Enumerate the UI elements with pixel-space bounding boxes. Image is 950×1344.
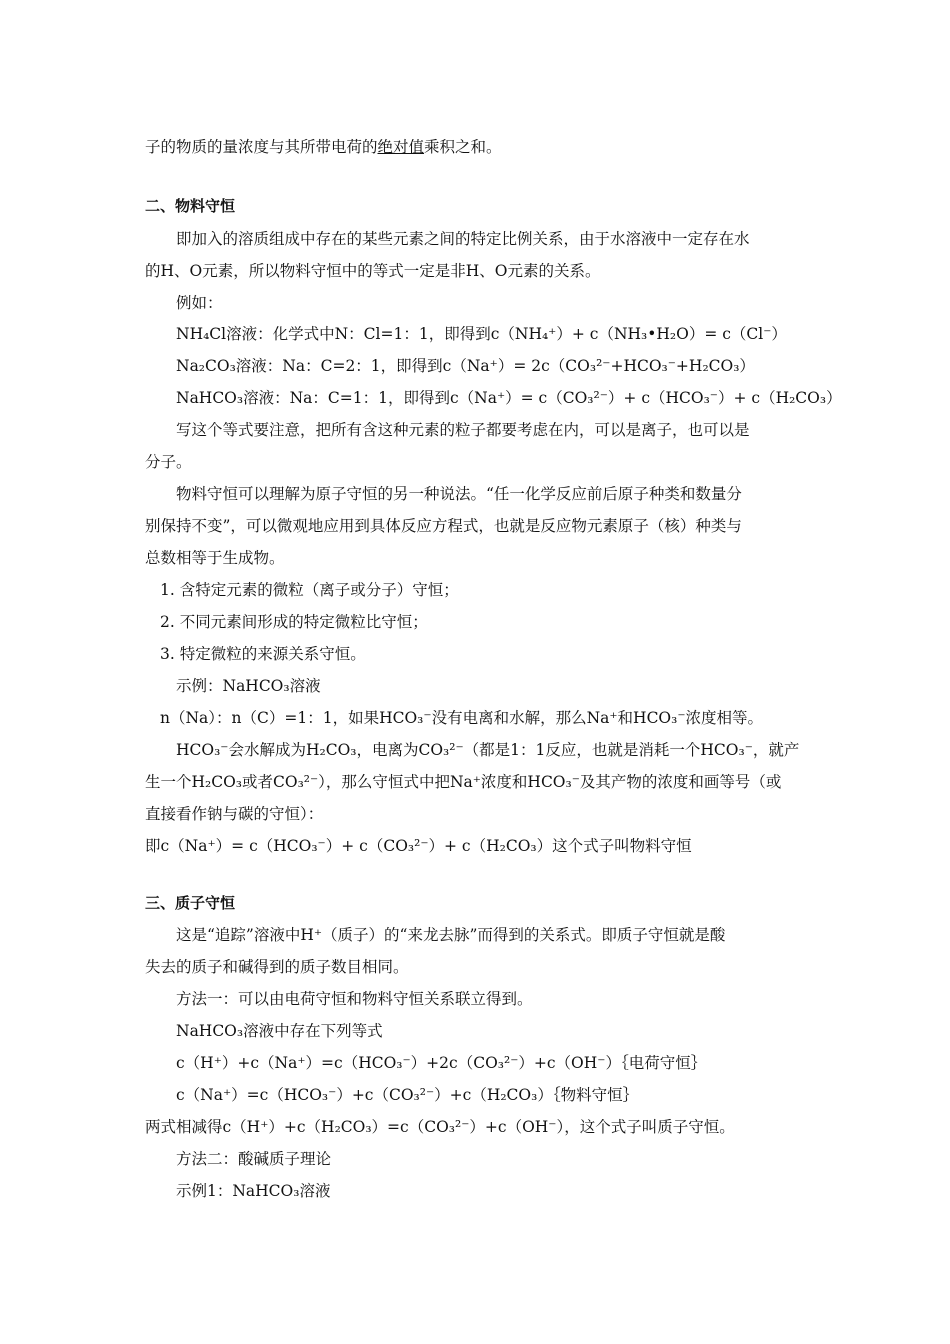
section-heading-material-conservation: 二、物料守恒 bbox=[145, 197, 236, 215]
paragraph-line: NaHCO₃溶液中存在下列等式 bbox=[176, 1022, 383, 1040]
paragraph-line: 生一个H₂CO₃或者CO₃²⁻），那么守恒式中把Na⁺浓度和HCO₃⁻及其产物的浓度和画等号（或 bbox=[145, 773, 782, 791]
list-item: 1. 含特定元素的微粒（离子或分子）守恒； bbox=[160, 581, 459, 599]
paragraph-line: 写这个等式要注意，把所有含这种元素的粒子都要考虑在内，可以是离子，也可以是 bbox=[176, 421, 750, 439]
list-item: 2. 不同元素间形成的特定微粒比守恒； bbox=[160, 613, 428, 631]
equation-line: NaHCO₃溶液：Na：C=1：1，即得到c（Na⁺）= c（CO₃²⁻）+ c（HCO₃⁻）+ c（H₂CO₃） bbox=[176, 389, 842, 407]
text-run: 乘积之和。 bbox=[424, 138, 502, 156]
paragraph-line: 这是“追踪”溶液中H⁺（质子）的“来龙去脉”而得到的关系式。即质子守恒就是酸 bbox=[176, 926, 726, 944]
paragraph-line: n（Na）：n（C）=1：1，如果HCO₃⁻没有电离和水解，那么Na⁺和HCO₃⁻浓度相等。 bbox=[160, 709, 764, 727]
equation-line: 两式相减得c（H⁺）+c（H₂CO₃）=c（CO₃²⁻）+c（OH⁻），这个式子叫质子守恒。 bbox=[145, 1118, 735, 1136]
paragraph-line: 总数相等于生成物。 bbox=[145, 549, 285, 567]
section-heading-proton-conservation: 三、质子守恒 bbox=[145, 894, 236, 912]
paragraph-line: 别保持不变”，可以微观地应用到具体反应方程式，也就是反应物元素原子（核）种类与 bbox=[145, 517, 742, 535]
paragraph-line: 即加入的溶质组成中存在的某些元素之间的特定比例关系，由于水溶液中一定存在水 bbox=[176, 230, 750, 248]
equation-line: 即c（Na⁺）= c（HCO₃⁻）+ c（CO₃²⁻）+ c（H₂CO₃）这个式子叫物料守恒 bbox=[145, 837, 692, 855]
paragraph-line: 方法二：酸碱质子理论 bbox=[176, 1150, 332, 1168]
equation-line: c（H⁺）+c（Na⁺）=c（HCO₃⁻）+2c（CO₃²⁻）+c（OH⁻）｛电荷守恒｝ bbox=[176, 1054, 707, 1072]
paragraph-line: 方法一：可以由电荷守恒和物料守恒关系联立得到。 bbox=[176, 990, 533, 1008]
underlined-term: 绝对值 bbox=[377, 138, 425, 156]
paragraph-line: 例如： bbox=[176, 294, 223, 312]
paragraph-line: 分子。 bbox=[145, 453, 192, 471]
paragraph-line: 示例1：NaHCO₃溶液 bbox=[176, 1182, 331, 1200]
equation-line: Na₂CO₃溶液：Na：C=2：1，即得到c（Na⁺）= 2c（CO₃²⁻+HCO₃⁻+H₂CO₃） bbox=[176, 357, 755, 375]
list-item: 3. 特定微粒的来源关系守恒。 bbox=[160, 645, 366, 663]
paragraph-line: HCO₃⁻会水解成为H₂CO₃，电离为CO₃²⁻（都是1：1反应，也就是消耗一个HCO₃⁻，就产 bbox=[176, 741, 800, 759]
paragraph-line: 的H、O元素，所以物料守恒中的等式一定是非H、O元素的关系。 bbox=[145, 262, 601, 280]
text-run: 子的物质的量浓度与其所带电荷的 bbox=[145, 138, 378, 156]
equation-line: NH₄Cl溶液：化学式中N：Cl=1：1，即得到c（NH₄⁺）+ c（NH₃•H₂O）= c（Cl⁻） bbox=[176, 325, 787, 343]
paragraph-line bbox=[145, 137, 502, 157]
paragraph-line: 物料守恒可以理解为原子守恒的另一种说法。“任一化学反应前后原子种类和数量分 bbox=[176, 485, 742, 503]
equation-line: c（Na⁺）=c（HCO₃⁻）+c（CO₃²⁻）+c（H₂CO₃）｛物料守恒｝ bbox=[176, 1086, 639, 1104]
paragraph-line: 示例：NaHCO₃溶液 bbox=[176, 677, 321, 695]
paragraph-line: 直接看作钠与碳的守恒）： bbox=[145, 805, 324, 823]
paragraph-line: 失去的质子和碱得到的质子数目相同。 bbox=[145, 958, 409, 976]
